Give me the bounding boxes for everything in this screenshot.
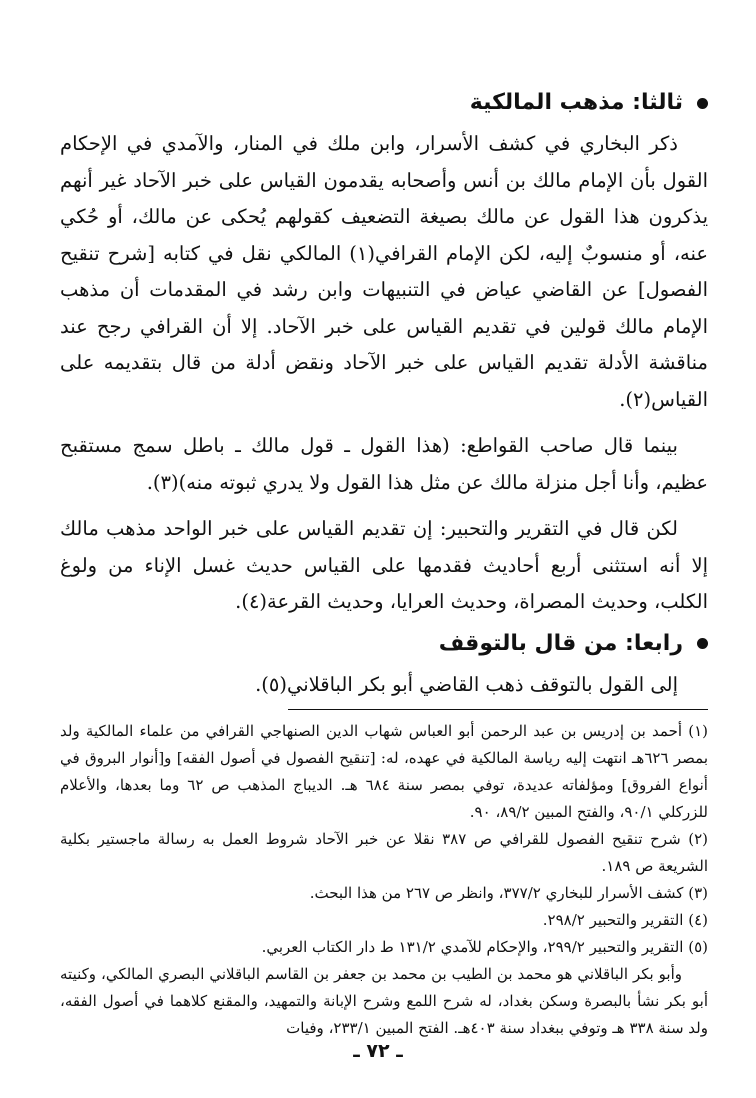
footnote-5: (٥) التقرير والتحبير ٢٩٩/٢، والإحكام للآمدي ١٣١/٢ ط دار الكتاب العربي. [261,938,708,956]
page-number: ـ ٧٢ ـ [353,1040,403,1062]
bullet-icon [697,638,708,649]
page-body [60,84,708,1042]
footnote-divider [288,709,708,710]
paragraph-maliki-2: بينما قال صاحب القواطع: (هذا القول ـ قول مالك ـ باطل سمج مستقبح عظيم، وأنا أجل منزلة مالك عن مثل هذا القول ولا يدري ثبوته منه)(٣). [60,434,708,494]
footnote-4: (٤) التقرير والتحبير ٢٩٨/٢. [542,911,708,929]
footnote-2: (٢) شرح تنقيح الفصول للقرافي ص ٣٨٧ نقلا عن خبر الآحاد شروط العمل به رسالة ماجستير بكلية الشريعة ص ١٨٩. [60,830,709,875]
section-heading-tawaqquf [60,625,708,663]
footnote-5-continuation: وأبو بكر الباقلاني هو محمد بن الطيب بن محمد بن جعفر بن القاسم الباقلاني البصري المالكي، وكنيته أبو بكر نشأ بالبصرة وسكن بغداد، له شرح اللمع وشرح الإبانة والتمهيد، والمقنع كلاهما في أصول الفقه، ولد سنة ٣٣٨ هـ وتوفي ببغداد سنة ٤٠٣هـ. الفتح المبين ٢٣٣/١، وفيات [60,965,708,1037]
section-heading-maliki [60,84,708,122]
bullet-icon [697,98,708,109]
section-heading-maliki-text: ثالثا: مذهب المالكية [469,90,683,115]
footnotes [60,718,708,1042]
paragraph-maliki-1: ذكر البخاري في كشف الأسرار، وابن ملك في المنار، والآمدي في الإحكام القول بأن الإمام مالك بن أنس وأصحابه يقدمون القياس على خبر الآحاد غير أنهم يذكرون هذا القول عن مالك بصيغة التضعيف كقولهم يُحكى عن مالك، أو حُكي عنه، أو منسوبٌ إليه، لكن الإمام القرافي(١) المالكي نقل في كتابه [شرح تنقيح الفصول] عن القاضي عياض في التنبيهات وابن رشد في المقدمات أن مذهب الإمام مالك قولين في تقديم القياس على خبر الآحاد. إلا أن القرافي رجح عند مناقشة الأدلة تقديم القياس على خبر الآحاد ونقض أدلة من قال بتقديمه على القياس(٢). [60,132,708,411]
paragraph-tawaqquf: إلى القول بالتوقف ذهب القاضي أبو بكر الباقلاني(٥). [255,672,678,696]
paragraph-maliki-3: لكن قال في التقرير والتحبير: إن تقديم القياس على خبر الواحد مذهب مالك إلا أنه استثنى أربع أحاديث فقدمها على القياس حديث غسل الإناء من ولوغ الكلب، وحديث المصراة، وحديث العرايا، وحديث القرعة(٤). [60,517,708,613]
footnote-3: (٣) كشف الأسرار للبخاري ٣٧٧/٢، وانظر ص ٢٦٧ من هذا البحث. [309,884,708,902]
section-heading-tawaqquf-text: رابعا: من قال بالتوقف [438,630,683,656]
footnote-1: (١) أحمد بن إدريس بن عبد الرحمن أبو العباس شهاب الدين الصنهاجي القرافي من علماء المالكية ولد بمصر ٦٢٦هـ انتهت إليه رياسة المالكية في عهده، له: [تنقيح الفصول في أصول الفقه] و[أنوار البروق في أنواع الفروق] ومؤلفاته عديدة، توفي بمصر سنة ٦٨٤ هـ. الديباج المذهب ص ٦٢ وما بعدها، والأعلام للزركلي ٩٠/١، والفتح المبين ٨٩/٢، ٩٠. [60,722,708,821]
